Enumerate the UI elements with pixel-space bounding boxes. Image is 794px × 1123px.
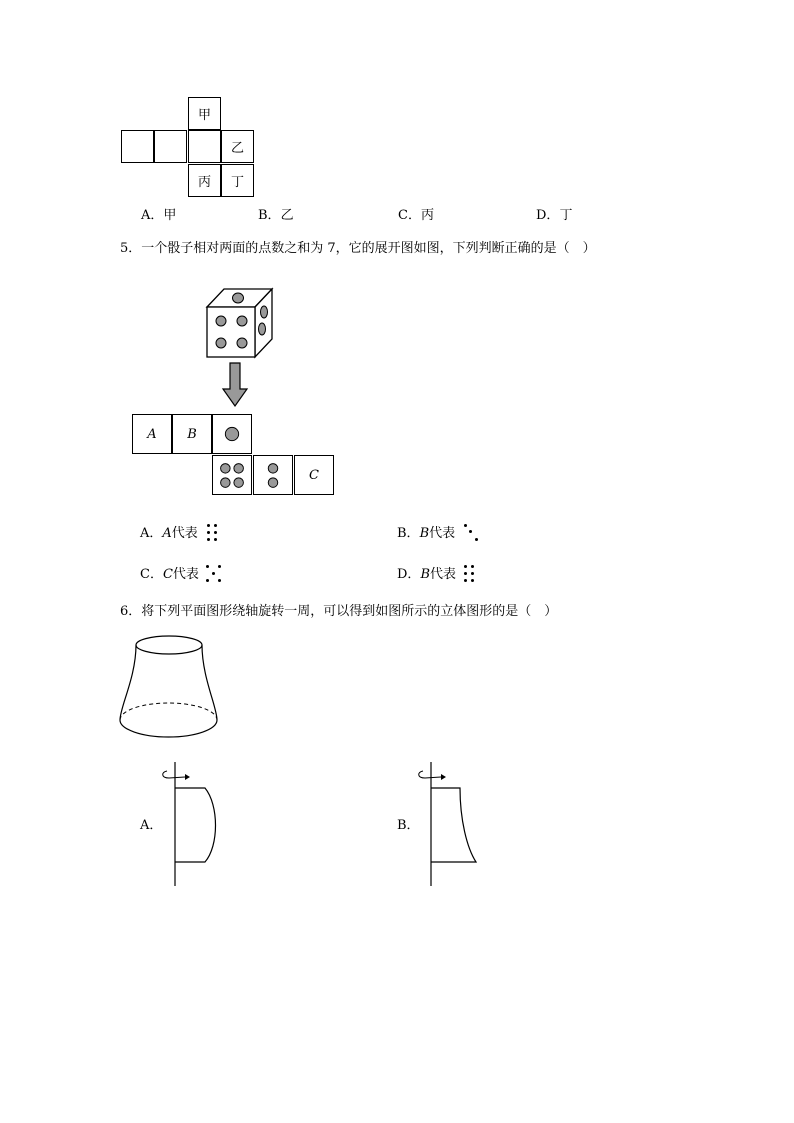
net-label-b: B (187, 426, 197, 442)
dice-cube-figure (200, 283, 280, 363)
solid-of-revolution-figure (115, 632, 225, 744)
cube-front-face (207, 307, 255, 357)
question-text: 一个骰子相对两面的点数之和为 7，它的展开图如图，下列判断正确的是（ ） (141, 241, 596, 256)
three-dots-icon (463, 523, 479, 543)
option-letter: B． (397, 526, 420, 541)
net-cell-one-pip (212, 414, 252, 454)
net-cell-b (172, 414, 212, 454)
net-label-c: C (309, 467, 319, 483)
shape-a-profile (175, 788, 216, 862)
q5-option-c[interactable] (140, 567, 199, 583)
option-variable: A (162, 526, 172, 541)
option-variable: B (420, 567, 430, 582)
cube-front-pip (216, 338, 226, 348)
option-text: 代表 (429, 526, 456, 541)
six-dots-icon (206, 523, 218, 543)
option-text: 丁 (559, 208, 573, 223)
option-letter: D． (397, 567, 421, 582)
option-text: 甲 (163, 208, 177, 223)
rotation-arrow-icon (163, 771, 185, 778)
option-letter: B． (397, 818, 420, 833)
question-number: 6． (120, 604, 142, 619)
option-variable: B (419, 526, 430, 541)
six-dots-icon (463, 564, 475, 584)
option-letter: B． (258, 208, 281, 223)
five-dots-icon (205, 564, 223, 584)
net-cell-c (294, 455, 334, 495)
net-label-bing: 丙 (197, 175, 211, 190)
cube-front-pip (237, 338, 247, 348)
q5-option-b[interactable] (397, 526, 455, 542)
net-label-jia: 甲 (197, 108, 211, 123)
option-b-figure (411, 760, 486, 888)
net-cell-empty-1 (121, 130, 154, 163)
arrow-down-icon (220, 361, 250, 409)
option-letter: C． (398, 208, 421, 223)
option-letter: D． (536, 208, 560, 223)
net-cell-yi (221, 130, 254, 163)
net-cell-empty-2 (154, 130, 187, 163)
q5-option-a[interactable] (140, 526, 198, 542)
option-variable: C (162, 567, 173, 582)
option-text: 代表 (172, 567, 199, 582)
net-cell-jia (188, 97, 221, 130)
q4-option-a[interactable] (141, 208, 176, 224)
net-cell-a (132, 414, 172, 454)
question-number: 5． (120, 241, 142, 256)
option-text: 代表 (171, 526, 198, 541)
cube-front-pip (216, 316, 226, 326)
net-label-ding: 丁 (230, 175, 244, 190)
q4-option-c[interactable] (398, 208, 434, 224)
cube-side-pip (259, 323, 266, 335)
net-cell-four-pip (212, 455, 252, 495)
q5-option-d[interactable] (397, 567, 456, 583)
option-letter: C． (140, 567, 163, 582)
net-label-yi: 乙 (230, 141, 244, 156)
net-cell-empty-3 (188, 130, 221, 163)
q4-option-b[interactable] (258, 208, 294, 224)
q5-stem (120, 241, 596, 257)
net-label-a: A (147, 426, 157, 442)
rotation-arrow-icon (419, 771, 441, 778)
option-letter: A． (140, 818, 163, 833)
option-letter: A． (140, 526, 163, 541)
cube-side-pip (261, 306, 268, 318)
cube-front-pip (237, 316, 247, 326)
option-text: 代表 (430, 567, 457, 582)
net-cell-ding (221, 164, 254, 197)
option-letter: A． (141, 208, 164, 223)
q6-stem (120, 604, 557, 620)
question-text: 将下列平面图形绕轴旋转一周，可以得到如图所示的立体图形的是（ ） (141, 604, 558, 619)
cube-top-pip (233, 293, 244, 303)
option-a-figure (155, 760, 230, 888)
net-cell-bing (188, 164, 221, 197)
q4-option-d[interactable] (536, 208, 572, 224)
shape-b-profile (431, 788, 476, 862)
option-text: 丙 (420, 208, 434, 223)
net-cell-two-pip (253, 455, 293, 495)
option-text: 乙 (280, 208, 294, 223)
